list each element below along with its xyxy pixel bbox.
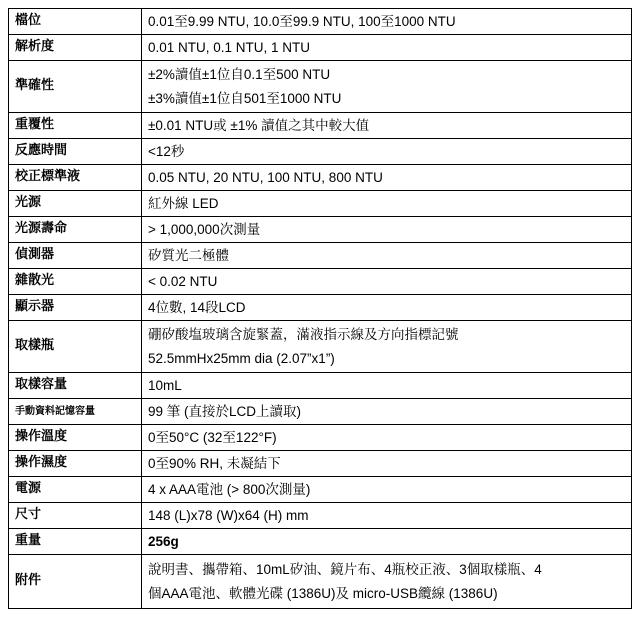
- row-label: 反應時間: [9, 139, 142, 165]
- value-line: 0至90% RH, 未凝結下: [148, 455, 281, 471]
- row-value: [142, 269, 632, 295]
- value-line: 0至50°C (32至122°F): [148, 429, 277, 445]
- row-label: 雜散光: [9, 269, 142, 295]
- value-line: 256g: [148, 533, 179, 549]
- table-row-power: [9, 477, 632, 503]
- value-line: 硼矽酸塩玻璃含旋緊蓋，滿液指示線及方向指標記號: [148, 326, 459, 342]
- value-line: 說明書、攜帶箱、10mL矽油、鏡片布、4瓶校正液、3個取樣瓶、4: [148, 561, 542, 577]
- value-line: 4 x AAA電池 (> 800次測量): [148, 481, 311, 497]
- table-row-detector: [9, 243, 632, 269]
- row-value: [142, 321, 632, 373]
- row-label: 光源壽命: [9, 217, 142, 243]
- row-label: 手動資料記憶容量: [9, 399, 142, 425]
- value-line: 52.5mmHx25mm dia (2.07”x1”): [148, 350, 335, 366]
- row-label: 解析度: [9, 35, 142, 61]
- row-value: [142, 529, 632, 555]
- row-value: [142, 113, 632, 139]
- value-line: 個AAA電池、軟體光碟 (1386U)及 micro-USB纜線 (1386U): [148, 585, 498, 601]
- row-value: [142, 399, 632, 425]
- row-label: 檔位: [9, 9, 142, 35]
- table-row-accuracy: [9, 61, 632, 113]
- value-line: 矽質光二極體: [148, 247, 229, 263]
- table-row-accessories: [9, 555, 632, 609]
- value-line: 0.01至9.99 NTU, 10.0至99.9 NTU, 100至1000 NTU: [148, 13, 456, 29]
- table-row-sample-vial: [9, 321, 632, 373]
- value-line: <12秒: [148, 143, 185, 159]
- row-label: 附件: [9, 555, 142, 609]
- table-row-stray-light: [9, 269, 632, 295]
- table-row-weight: [9, 529, 632, 555]
- row-label: 操作濕度: [9, 451, 142, 477]
- table-row-range: [9, 9, 632, 35]
- row-value: [142, 217, 632, 243]
- value-line: ±2%讀值±1位自0.1至500 NTU: [148, 66, 331, 82]
- row-label: 準確性: [9, 61, 142, 113]
- table-row-operating-temperature: [9, 425, 632, 451]
- table-row-operating-humidity: [9, 451, 632, 477]
- row-label: 校正標準液: [9, 165, 142, 191]
- value-line: 10mL: [148, 377, 182, 393]
- row-label: 取樣瓶: [9, 321, 142, 373]
- row-value: [142, 295, 632, 321]
- row-label: 尺寸: [9, 503, 142, 529]
- table-row-light-source-life: [9, 217, 632, 243]
- row-value: [142, 243, 632, 269]
- table-row-dimensions: [9, 503, 632, 529]
- row-value: [142, 555, 632, 609]
- table-row-manual-memory: [9, 399, 632, 425]
- table-row-resolution: [9, 35, 632, 61]
- row-value: [142, 503, 632, 529]
- specification-table: [8, 8, 632, 609]
- row-label: 操作溫度: [9, 425, 142, 451]
- value-line: 0.01 NTU, 0.1 NTU, 1 NTU: [148, 39, 311, 55]
- row-value: [142, 451, 632, 477]
- row-label: 光源: [9, 191, 142, 217]
- row-label: 重量: [9, 529, 142, 555]
- table-row-display: [9, 295, 632, 321]
- value-line: ±0.01 NTU或 ±1% 讀值之其中較大值: [148, 117, 370, 133]
- table-row-repeatability: [9, 113, 632, 139]
- table-row-light-source: [9, 191, 632, 217]
- row-value: [142, 9, 632, 35]
- row-label: 偵測器: [9, 243, 142, 269]
- value-line: 99 筆 (直接於LCD上讀取): [148, 403, 302, 419]
- value-line: < 0.02 NTU: [148, 273, 218, 289]
- row-value: [142, 191, 632, 217]
- row-value: [142, 373, 632, 399]
- row-value: [142, 35, 632, 61]
- specification-table-body: [9, 9, 632, 609]
- row-value: [142, 139, 632, 165]
- table-row-response-time: [9, 139, 632, 165]
- row-label: 重覆性: [9, 113, 142, 139]
- row-label: 顯示器: [9, 295, 142, 321]
- row-label: 取樣容量: [9, 373, 142, 399]
- row-label: 電源: [9, 477, 142, 503]
- value-line: 4位數, 14段LCD: [148, 299, 246, 315]
- row-value: [142, 165, 632, 191]
- value-line: ±3%讀值±1位自501至1000 NTU: [148, 90, 342, 106]
- row-value: [142, 61, 632, 113]
- table-row-calibration-standards: [9, 165, 632, 191]
- value-line: 紅外線 LED: [148, 195, 219, 211]
- table-row-sample-volume: [9, 373, 632, 399]
- value-line: > 1,000,000次測量: [148, 221, 261, 237]
- value-line: 0.05 NTU, 20 NTU, 100 NTU, 800 NTU: [148, 169, 383, 185]
- row-value: [142, 425, 632, 451]
- row-value: [142, 477, 632, 503]
- value-line: 148 (L)x78 (W)x64 (H) mm: [148, 507, 309, 523]
